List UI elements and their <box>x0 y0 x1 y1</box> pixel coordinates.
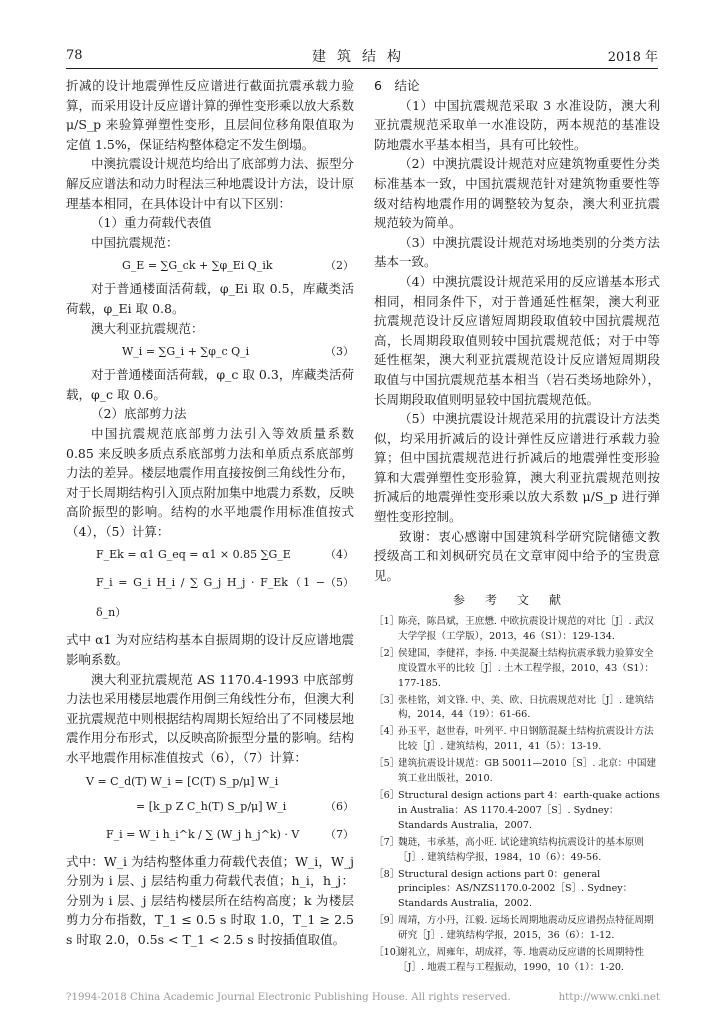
equation-6b <box>66 795 354 818</box>
reference-item: ［5］ 建筑抗震设计规范：GB 50011—2010［S］. 北京：中国建筑工业出版社，2010. <box>374 758 657 785</box>
equation-4 <box>66 543 354 566</box>
page-header <box>66 46 658 66</box>
reference-item: ［4］ 孙玉平，赵世春，叶列平. 中日钢筋混凝土结构抗震设计方法比较［J］. 建筑结构，2011，41（5）：13-19. <box>374 726 654 753</box>
page-number: 78 <box>66 48 83 63</box>
reference-item: ［10］ 谢礼立，周雍年，胡成祥，等. 地震动反应谱的长周期特性［J］. 地震工程与工程振动，1990，10（1）：1-20. <box>374 947 644 973</box>
acknowledgement: 致谢：衷心感谢中国建筑科学研究院储德文教授级高工和刘枫研究员在文章审阅中给予的宝贵意见。 <box>374 528 660 583</box>
conclusion-5: （5）中澳抗震设计规范采用的抗震设计方法类似，均采用折减后的设计弹性反应谱进行承载力验算；但中国抗震规范进行折减后的地震弹性变形验算和大震弹塑性变形验算，澳大利亚抗震规范则按折减后的地震弹性变形乘以放大系数 μ/S_p 进行弹塑性变形控制。 <box>374 411 660 525</box>
equation-6a <box>66 770 354 793</box>
reference-item: ［1］ 陈亮，陈昌斌，王庶懋. 中欧抗震设计规范的对比［J］. 武汉大学学报（工学版），2013，46（S1）：129-134. <box>374 616 654 642</box>
section-heading-conclusions: 6 结论 <box>374 78 420 93</box>
page-footer <box>66 992 660 1003</box>
left-column <box>66 76 354 950</box>
paragraph: 式中 α1 为对应结构基本自振周期的设计反应谱地震影响系数。 <box>66 632 354 668</box>
equation-7 <box>66 820 354 850</box>
equation-number: （4） <box>325 548 354 562</box>
subheading-gravity-load: （1）重力荷载代表值 <box>91 215 212 231</box>
equation-number: （6） <box>325 799 354 813</box>
equation-body: W_i = ∑G_i + ∑φ_c Q_i <box>122 345 250 359</box>
reference-item: ［9］ 周靖，方小丹，江毅. 远场长周期地震动反应谱拐点特征周期研究［J］. 建筑结构学报，2015，36（6）：1-12. <box>374 915 654 942</box>
references-title: 参考文献 <box>452 593 581 608</box>
label-chinese-code: 中国抗震规范： <box>91 234 179 250</box>
reference-item: ［7］ 魏琏，韦承基，高小旺. 试论建筑结构抗震设计的基本原则［J］. 建筑结构学报，1984，10（6）：49-56. <box>374 836 644 863</box>
equation-number: （7） <box>325 827 354 841</box>
equation-body: F_Ek = α1 G_eq = α1 × 0.85 ∑G_E <box>96 548 291 562</box>
footer-url: http://www.cnki.net <box>558 992 660 1003</box>
equation-number: （3） <box>325 345 354 359</box>
journal-title: 建筑结构 <box>312 49 412 65</box>
header-rule <box>66 68 658 69</box>
conclusion-4: （4）中澳抗震设计规范采用的反应谱基本形式相同，相同条件下，对于普通延性框架，澳大利亚抗震规范设计反应谱短周期段取值较中国抗震规范高，长周期段取值则较中国抗震规范低；对于中等延性框架，澳大利亚抗震规范设计反应谱短周期段取值与中国抗震规范基本相当（岩石类场地除外），长周期段取值则明显较中国抗震规范低。 <box>374 273 660 407</box>
right-column <box>374 76 660 978</box>
equation-number: （2） <box>325 259 354 273</box>
paragraph: 式中：W_i 为结构整体重力荷载代表值；W_i，W_j 分别为 i 层、j 层结构重力荷载代表值；h_i，h_j：分别为 i 层、j 层结构楼层所在结构高度；k 为楼层剪力分布指数，T_1 ≤ 0.5 s 时取 1.0，T_1 ≥ 2.5 s 时取 2.0，0.5s < T_1 < 2.5 s 时按插值取值。 <box>66 853 354 947</box>
equation-body: G_E = ∑G_ck + ∑φ_Ei Q_ik <box>122 259 273 273</box>
reference-item: ［2］ 侯建国，李健祥，李扬. 中美混凝土结构抗震承载力验算安全度设置水平的比较［J］. 土木工程学报，2010，43（S1）：177-185. <box>374 647 654 689</box>
paragraph: 中国抗震规范底部剪力法引入等效质量系数 0.85 来反映多质点系底部剪力法和单质点系底部剪力法的差异。楼层地震作用直接按倒三角线性分布，对于长周期结构引入顶点附加集中地震力系数，反映高阶振型的影响。结构的水平地震作用标准值按式（4），（5）计算： <box>66 425 354 539</box>
equation-3 <box>66 340 354 363</box>
issue-year: 2018 年 <box>607 50 658 65</box>
paragraph: 折减的设计地震弹性反应谱进行截面抗震承载力验算，而采用设计反应谱计算的弹性变形乘以放大系数 μ/S_p 来验算弹塑性变形，且层间位移角限值取为定值 1.5%，保证结构整体稳定不发生倒塌。 <box>66 78 354 152</box>
equation-body: = [k_p Z C_h(T) S_p/μ] W_i <box>136 799 287 813</box>
equation-5 <box>66 568 354 628</box>
equation-2 <box>66 254 354 277</box>
paragraph: 对于普通楼面活荷载，φ_c 取 0.3，库藏类活荷载，φ_c 取 0.6。 <box>66 367 354 402</box>
conclusion-1: （1）中国抗震规范采取 3 水准设防，澳大利亚抗震规范采取单一水准设防，两本规范的基准设防地震水平基本相当，具有可比较性。 <box>374 97 660 152</box>
paragraph: 澳大利亚抗震规范 AS 1170.4-1993 中底部剪力法也采用楼层地震作用倒三角线性分布，但澳大利亚抗震规范中则根据结构周期长短给出了不同楼层地震作用分布形式，以反映高阶振型分量的影响。结构水平地震作用标准值按式（6），（7）计算： <box>66 671 354 766</box>
equation-body: V = C_d(T) W_i = [C(T) S_p/μ] W_i <box>86 774 279 788</box>
reference-item: ［8］ Structural design actions part 0：general principles：AS/NZS1170.0-2002［S］. Sydney：Standards Australia，2002. <box>374 868 633 910</box>
conclusion-2: （2）中澳抗震设计规范对应建筑物重要性分类标准基本一致，中国抗震规范针对建筑物重要性等级对结构地震作用的调整较为复杂，澳大利亚抗震规范较为简单。 <box>374 156 660 231</box>
copyright-notice: ?1994-2018 China Academic Journal Electronic Publishing House. All rights reserved. <box>66 992 511 1003</box>
label-australian-code: 澳大利亚抗震规范： <box>91 320 204 336</box>
reference-item: ［3］ 张桂铭，刘文锋. 中、美、欧、日抗震规范对比［J］. 建筑结构，2014，44（19）：61-66. <box>374 694 654 721</box>
reference-item: ［6］ Structural design actions part 4：earth-quake actions in Australia：AS 1170.4-2007［S］. Sydney：Standards Australia，2007. <box>374 790 660 831</box>
paragraph: 中澳抗震设计规范均给出了底部剪力法、振型分解反应谱法和动力时程法三种地震设计方法，设计原理基本相同，在具体设计中有以下区别： <box>66 156 354 211</box>
equation-body: F_i = W_i h_i^k / ∑ (W_j h_j^k) · V <box>106 827 300 841</box>
reference-list <box>374 615 660 976</box>
paragraph: 对于普通楼面活荷载，φ_Ei 取 0.5，库藏类活荷载，φ_Ei 取 0.8。 <box>66 281 354 316</box>
subheading-base-shear: （2）底部剪力法 <box>91 406 187 422</box>
equation-body: F_i = G_i H_i / ∑ G_j H_j · F_Ek（1 − δ_n） <box>96 576 325 620</box>
equation-number: （5） <box>325 576 354 590</box>
conclusion-3: （3）中澳抗震设计规范对场地类别的分类方法基本一致。 <box>374 234 660 270</box>
